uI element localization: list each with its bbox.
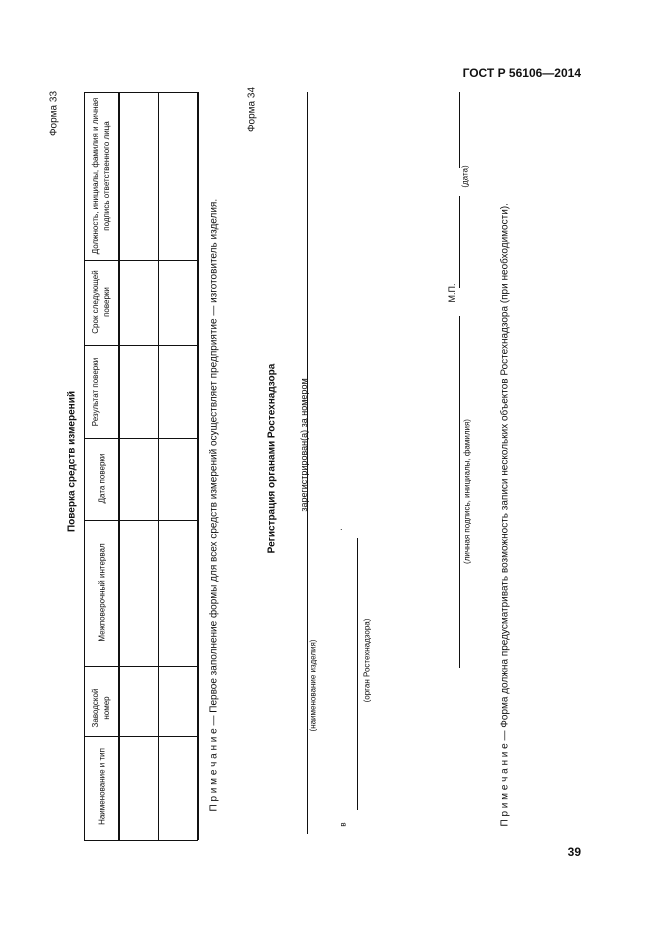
form-34-title: Регистрация органами Ростехнадзора: [266, 363, 278, 554]
product-caption: (наименование изделия): [308, 639, 318, 732]
column-header-next-verification: Срок следующей поверки: [91, 270, 111, 334]
form-33-note: П р и м е ч а н и е — Первое заполнение формы для всех средств измерений осуществляет предприятие — изготовитель изделия.: [208, 198, 220, 812]
in-text: в: [338, 822, 348, 827]
form-33-label: Форма 33: [48, 90, 60, 137]
registered-text: зарегистрирован(а) за номером: [299, 378, 309, 512]
form-33-title: Поверка средств измерений: [66, 391, 78, 532]
column-header-verification-date: Дата поверки: [97, 453, 107, 504]
stamp-label: М.П.: [447, 283, 457, 303]
column-header-name-type: Наименование и тип: [97, 748, 107, 825]
form-34-note: П р и м е ч а н и е — Форма должна предусматривать возможность записи нескольких объектов Ростехнадзора (при необходимости).: [499, 203, 511, 827]
column-header-responsible-person: Должность, инициалы, фамилия и личная подпись ответственного лица: [91, 97, 111, 255]
date-caption: (дата): [460, 165, 470, 188]
column-header-interval: Межповерочный интервал: [97, 543, 107, 642]
form-34-label: Форма 34: [246, 86, 258, 133]
punctuation-mark: .: [340, 522, 343, 532]
column-header-result: Результат поверки: [91, 357, 100, 427]
column-header-serial-number: Заводской номер: [91, 688, 111, 728]
document-code: ГОСТ Р 56106—2014: [462, 66, 581, 80]
signature-caption: (личная подпись, инициалы, фамилия): [462, 419, 472, 564]
authority-caption: (орган Ростехнадзора): [362, 618, 372, 703]
page-number: 39: [567, 845, 581, 859]
